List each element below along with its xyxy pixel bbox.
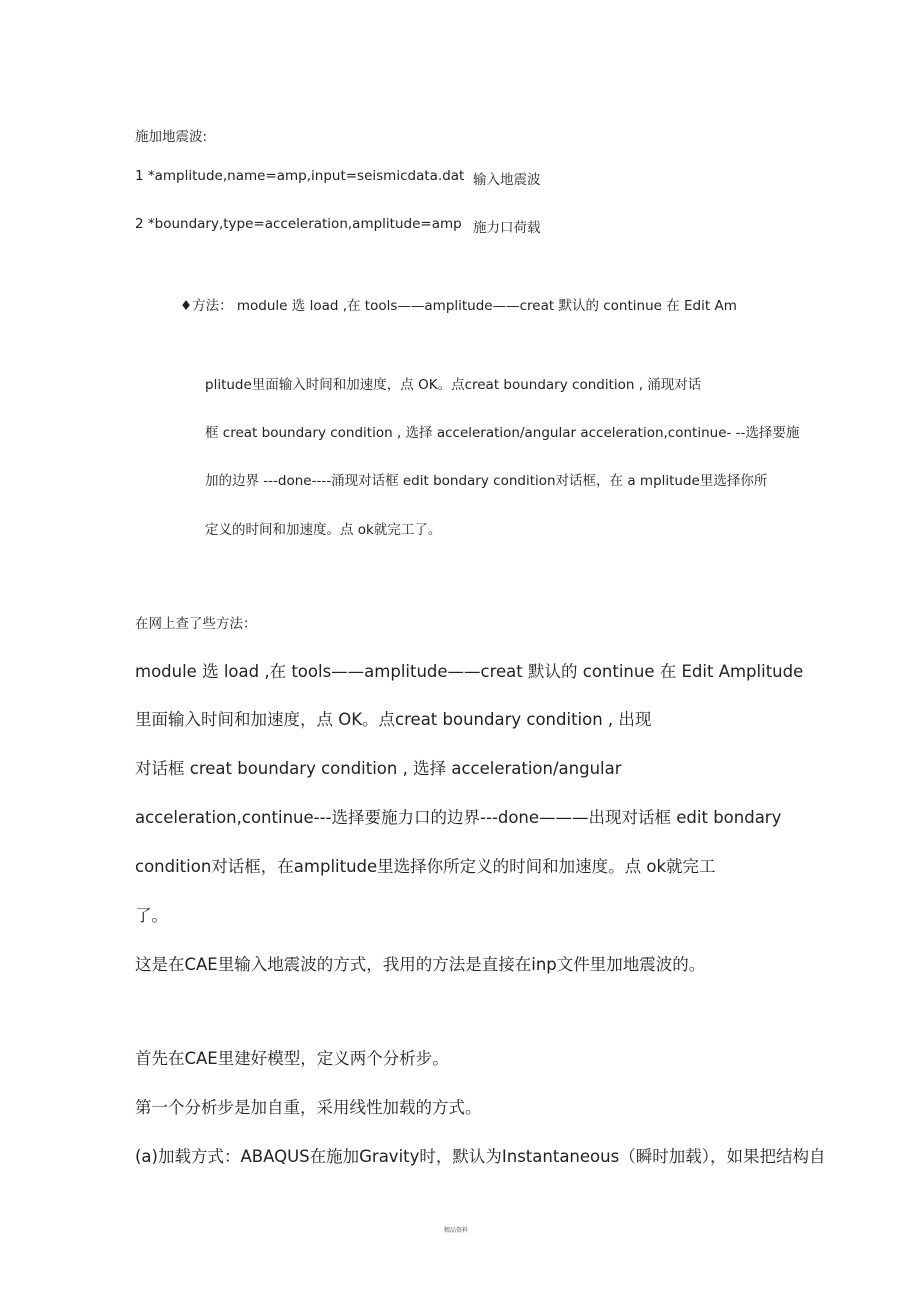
web-line: acceleration,continue---选择要施力口的边界---done———出现对话框 edit bondary bbox=[135, 808, 782, 827]
web-line: 了。 bbox=[135, 906, 168, 925]
page-footer: 精品资料 bbox=[444, 1227, 469, 1234]
code-line-1-note: 输入地震波 bbox=[473, 172, 541, 188]
web-line: 这是在CAE里输入地震波的方式，我用的方法是直接在inp文件里加地震波的。 bbox=[135, 955, 706, 974]
method-line: plitude里面输入时间和加速度，点 OK。点creat boundary condition , 涌现对话 bbox=[205, 377, 702, 393]
web-intro: 在网上查了些方法： bbox=[135, 616, 257, 632]
web-line: 里面输入时间和加速度，点 OK。点creat boundary condition , 出现 bbox=[135, 710, 652, 729]
code-line-2-note: 施力口荷载 bbox=[473, 220, 541, 236]
method-line: 框 creat boundary condition , 选择 acceleration/angular acceleration,continue- --选择要施 bbox=[205, 425, 800, 441]
section-title: 施加地震波: bbox=[135, 129, 208, 145]
method-heading: ♦方法： module 选 load ,在 tools——amplitude——creat 默认的 continue 在 Edit Am bbox=[180, 298, 737, 314]
web-line: 对话框 creat boundary condition , 选择 acceleration/angular bbox=[135, 759, 622, 778]
steps-line: 第一个分析步是加自重，采用线性加载的方式。 bbox=[135, 1098, 482, 1117]
web-line: module 选 load ,在 tools——amplitude——creat 默认的 continue 在 Edit Amplitude bbox=[135, 662, 804, 681]
web-line: condition对话框，在amplitude里选择你所定义的时间和加速度。点 ok就完工 bbox=[135, 857, 716, 876]
method-line: 加的边界 ---done----涌现对话框 edit bondary condition对话框，在 a mplitude里选择你所 bbox=[205, 473, 768, 489]
steps-line: (a)加载方式：ABAQUS在施加Gravity时，默认为Instantaneous（瞬时加载），如果把结构自 bbox=[135, 1147, 826, 1166]
method-line: 定义的时间和加速度。点 ok就完工了。 bbox=[205, 522, 442, 538]
code-line-1: 1 *amplitude,name=amp,input=seismicdata.dat bbox=[135, 168, 465, 184]
steps-line: 首先在CAE里建好模型，定义两个分析步。 bbox=[135, 1049, 449, 1068]
code-line-2: 2 *boundary,type=acceleration,amplitude=amp bbox=[135, 216, 462, 232]
